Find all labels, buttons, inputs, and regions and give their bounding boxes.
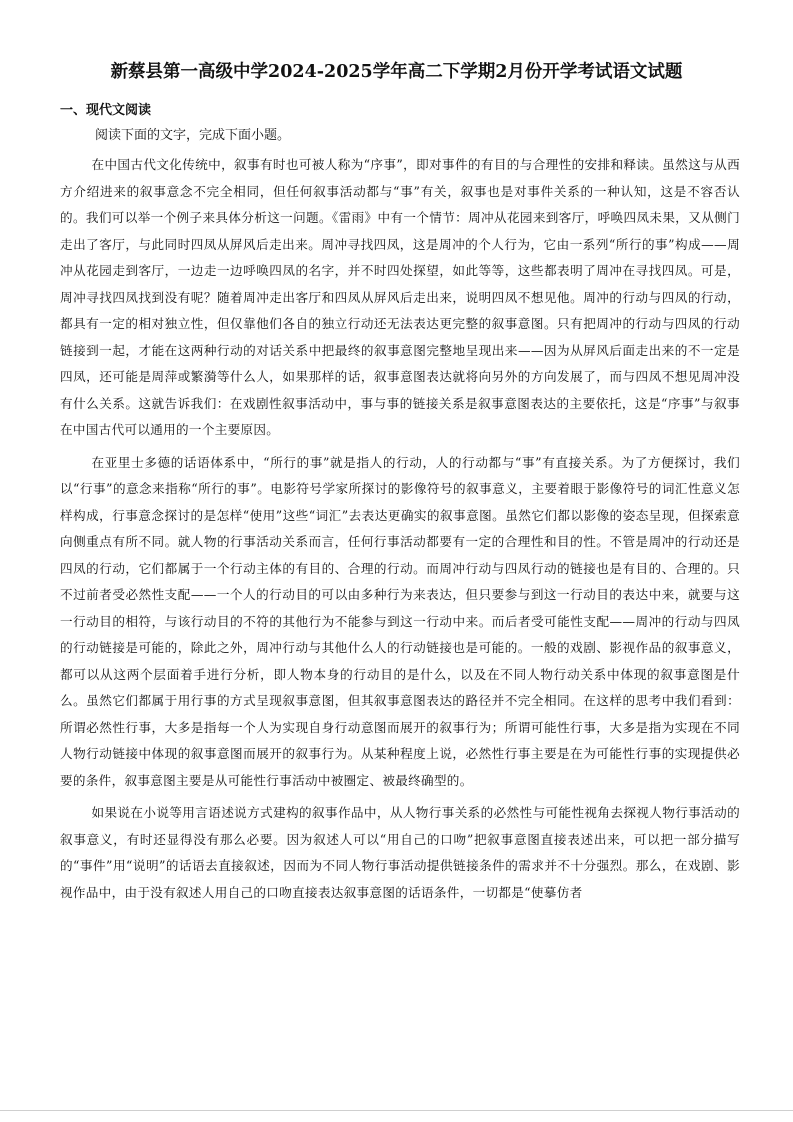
passage-paragraph-1: 在中国古代文化传统中，叙事有时也可被人称为“序事”，即对事件的有目的与合理性的安排和释读。虽然这与从西方介绍进来的叙事意念不完全相同，但任何叙事活动都与“事”有关，叙事也是对事件关系的一种认知，这是不容否认的。我们可以举一个例子来具体分析这一问题。《雷雨》中有一个情节：周冲从花园来到客厅，呼唤四凤未果，又从侧门走出了客厅，与此同时四凤从屏风后走出来。周冲寻找四凤，这是周冲的个人行为，它由一系列“所行的事”构成——周冲从花园走到客厅，一边走一边呼唤四凤的名字，并不时四处探望，如此等等，这些都表明了周冲在寻找四凤。可是，周冲寻找四凤找到没有呢？随着周冲走出客厅和四凤从屏风后走出来，说明四凤不想见他。周冲的行动与四凤的行动，都具有一定的相对独立性，但仅靠他们各自的独立行动还无法表达更完整的叙事意图。只有把周冲的行动与四凤的行动链接到一起，才能在这两种行动的对话关系中把最终的叙事意图完整地呈现出来——因为从屏风后面走出来的不一定是四凤，还可能是周萍或繁漪等什么人，如果那样的话，叙事意图表达就将向另外的方向发展了，而与四凤不想见周冲没有什么关系。这就告诉我们：在戏剧性叙事活动中，事与事的链接关系是叙事意图表达的主要依托，这是“序事”与叙事在中国古代可以通用的一个主要原因。 [60, 157, 740, 437]
passage-paragraph-2: 在亚里士多德的话语体系中，“所行的事”就是指人的行动，人的行动都与“事”有直接关系。为了方便探讨，我们以“行事”的意念来指称“所行的事”。电影符号学家所探讨的影像符号的叙事意义，主要着眼于影像符号的词汇性意义怎样构成，行事意念探讨的是怎样“使用”这些“词汇”去表达更确实的叙事意图。虽然它们都以影像的姿态呈现，但探索意向侧重点有所不同。就人物的行事活动关系而言，任何行事活动都要有一定的合理性和目的性。不管是周冲的行动还是四凤的行动，它们都属于一个行动主体的有目的、合理的行动。而周冲行动与四凤行动的链接也是有目的、合理的。只不过前者受必然性支配——一个人的行动目的可以由多种行为来表达，但只要参与到这一行动目的表达中来，就要与这一行动目的相符，与该行动目的不符的其他行为不能参与到这一行动中来。而后者受可能性支配——周冲的行动与四凤的行动链接是可能的，除此之外，周冲行动与其他什么人的行动链接也是可能的。一般的戏剧、影视作品的叙事意义，都可以从这两个层面着手进行分析，即人物本身的行动目的是什么，以及在不同人物行动关系中体现的叙事意图是什么。虽然它们都属于用行事的方式呈现叙事意图，但其叙事意图表达的路径并不完全相同。在这样的思考中我们看到：所谓必然性行事，大多是指每一个人为实现自身行动意图而展开的叙事行为；所谓可能性行事，大多是指为实现在不同人物行动链接中体现的叙事意图而展开的叙事行为。从某种程度上说，必然性行事主要是在为可能性行事的实现提供必要的条件，叙事意图主要是从可能性行事活动中被圈定、被最终确型的。 [60, 454, 740, 788]
page-title: 新蔡县第一高级中学2024-2025学年高二下学期2月份开学考试语文试题 [110, 62, 683, 82]
page-bottom-divider [0, 1110, 793, 1111]
passage-paragraph-3: 如果说在小说等用言语述说方式建构的叙事作品中，从人物行事关系的必然性与可能性视角去探视人物行事活动的叙事意义，有时还显得没有那么必要。因为叙述人可以“用自己的口吻”把叙事意图直接表述出来，可以把一部分描写的“事件”用“说明”的话语去直接叙述，因而为不同人物行事活动提供链接条件的需求并不十分强烈。那么，在戏剧、影视作品中，由于没有叙述人用自己的口吻直接表达叙事意图的话语条件，一切都是“使摹仿者 [60, 805, 740, 900]
reading-instruction: 阅读下面的文字，完成下面小题。 [95, 128, 291, 143]
passage-body [60, 152, 740, 906]
section-heading: 一、现代文阅读 [60, 103, 152, 118]
